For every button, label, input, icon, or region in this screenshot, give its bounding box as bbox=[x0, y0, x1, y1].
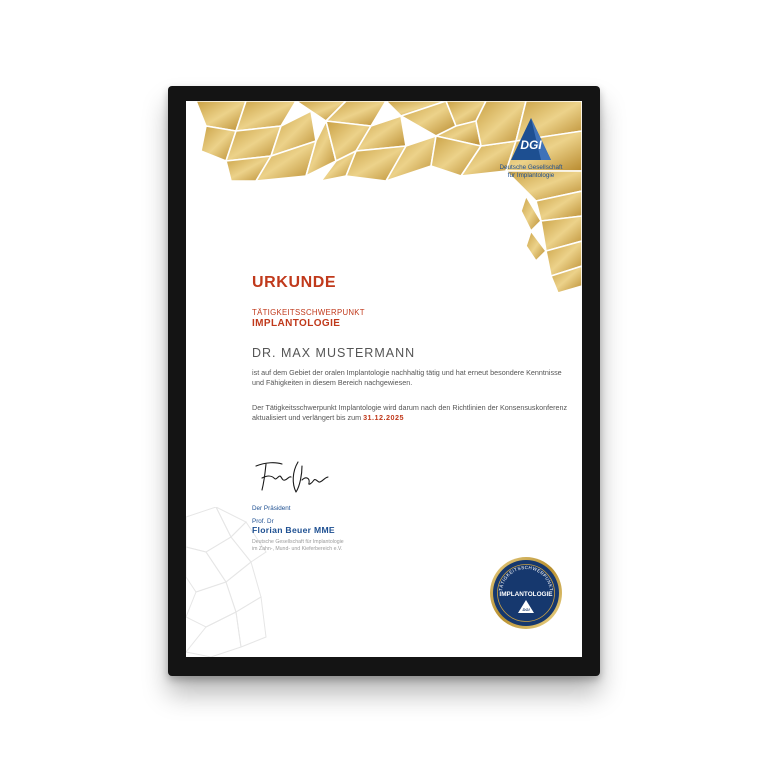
organisation-footer bbox=[252, 539, 402, 553]
logo-abbr: DGI bbox=[520, 138, 542, 152]
paragraph-2-text: Der Tätigkeitsschwerpunkt Implantologie wird darum nach den Richtlinien der Konsensuskonferenz aktualisiert und verlängert bis zum bbox=[252, 403, 568, 422]
seal-abbr: DGI bbox=[522, 607, 530, 612]
certificate-paragraph-2 bbox=[252, 403, 572, 423]
recipient-name: DR. MAX MUSTERMANN bbox=[252, 346, 416, 360]
seal-ring-text: TÄTIGKEITSSCHWERPUNKT bbox=[498, 564, 554, 592]
certificate-seal bbox=[489, 556, 563, 630]
signatory-title: Prof. Dr bbox=[252, 518, 274, 525]
president-signature bbox=[252, 456, 332, 496]
dgi-logo-icon bbox=[505, 116, 557, 162]
valid-until-date: 31.12.2025 bbox=[363, 413, 405, 422]
certificate-paper bbox=[186, 101, 582, 657]
dgi-logo bbox=[491, 116, 571, 179]
subtitle-focus: TÄTIGKEITSSCHWERPUNKT bbox=[252, 308, 365, 317]
logo-org-line1: Deutsche Gesellschaft bbox=[499, 164, 563, 171]
signatory-name: Florian Beuer MME bbox=[252, 525, 335, 535]
organisation-footer-line2: im Zahn-, Mund- und Kieferbereich e.V. bbox=[252, 545, 343, 552]
seal-center-text: IMPLANTOLOGIE bbox=[499, 591, 553, 598]
organisation-footer-line1: Deutsche Gesellschaft für Implantologie bbox=[252, 539, 344, 545]
certificate-paragraph-1: ist auf dem Gebiet der oralen Implantologie nachhaltig tätig und hat erneut besondere Kenntnisse und Fähigkeiten in diesem Bereich nachgewiesen. bbox=[252, 368, 562, 387]
certificate-title: URKUNDE bbox=[252, 274, 337, 291]
signatory-role: Der Präsident bbox=[252, 505, 291, 512]
logo-org-line2: für Implantologie bbox=[507, 171, 555, 179]
subtitle-field: IMPLANTOLOGIE bbox=[252, 318, 341, 329]
